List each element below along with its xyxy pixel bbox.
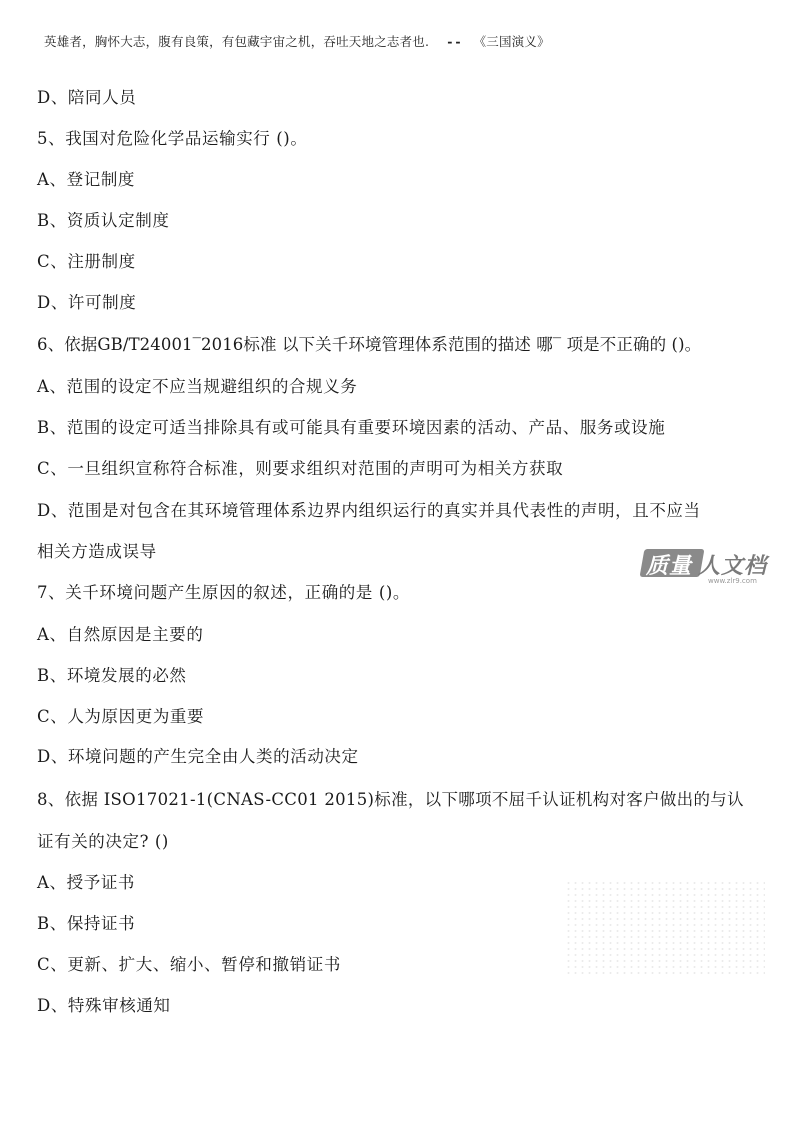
header-quote-text: 英雄者，胸怀大志，腹有良策，有包藏宇宙之机，吞吐天地之志者也. (44, 34, 430, 49)
option-a-q7: A、自然原因是主要的 (37, 625, 204, 644)
option-a-q8: A、授予证书 (37, 873, 136, 892)
header-dash: -- (447, 34, 464, 49)
question-5: 5、我国对危险化学品运输实行 ()。 (37, 129, 308, 148)
scan-noise (565, 880, 765, 975)
option-d-q6-cont: 相关方造成误导 (37, 542, 157, 561)
option-b-q8: B、保持证书 (37, 914, 136, 933)
option-b-q7: B、环境发展的必然 (37, 666, 187, 685)
option-c-q5: C、注册制度 (37, 252, 136, 271)
watermark-text: 质量 人文档 (646, 554, 768, 579)
question-8-cont: 证有关的决定? () (37, 832, 169, 851)
option-c-q7: C、人为原因更为重要 (37, 707, 205, 726)
option-d-q5: D、许可制度 (37, 293, 137, 312)
header-source: 《三国演义》 (473, 34, 550, 49)
option-d-q8: D、特殊审核通知 (37, 996, 171, 1015)
page-header-quote (44, 32, 550, 50)
option-b-q5: B、资质认定制度 (37, 211, 170, 230)
question-7: 7、关千环境问题产生原因的叙述，正确的是 ()。 (37, 583, 411, 602)
question-6: 6、依据GB/T24001‾2016标准 以下关千环境管理体系范围的描述 哪‾ 项是不正确的 ()。 (37, 335, 702, 354)
option-a-q5: A、登记制度 (37, 170, 136, 189)
option-b-q6: B、范围的设定可适当排除具有或可能具有重要环境因素的活动、产品、服务或设施 (37, 418, 666, 437)
option-c-q6: C、一旦组织宣称符合标准，则要求组织对范围的声明可为相关方获取 (37, 459, 564, 478)
option-d-q7: D、环境问题的产生完全由人类的活动决定 (37, 747, 359, 766)
option-c-q8: C、更新、扩大、缩小、暂停和撤销证书 (37, 955, 341, 974)
question-8: 8、依据 ISO17021-1(CNAS-CC01 2015)标准，以下哪项不屈千认证机构对客户做出的与认 (37, 790, 744, 809)
option-a-q6: A、范围的设定不应当规避组织的合规义务 (37, 377, 358, 396)
watermark-url: www.zlr9.com (708, 577, 757, 585)
option-d-q4: D、陪同人员 (37, 88, 137, 107)
option-d-q6: D、范围是对包含在其环境管理体系边界内组织运行的真实并具代表性的声明，且不应当 (37, 501, 701, 520)
watermark-logo (642, 549, 782, 589)
